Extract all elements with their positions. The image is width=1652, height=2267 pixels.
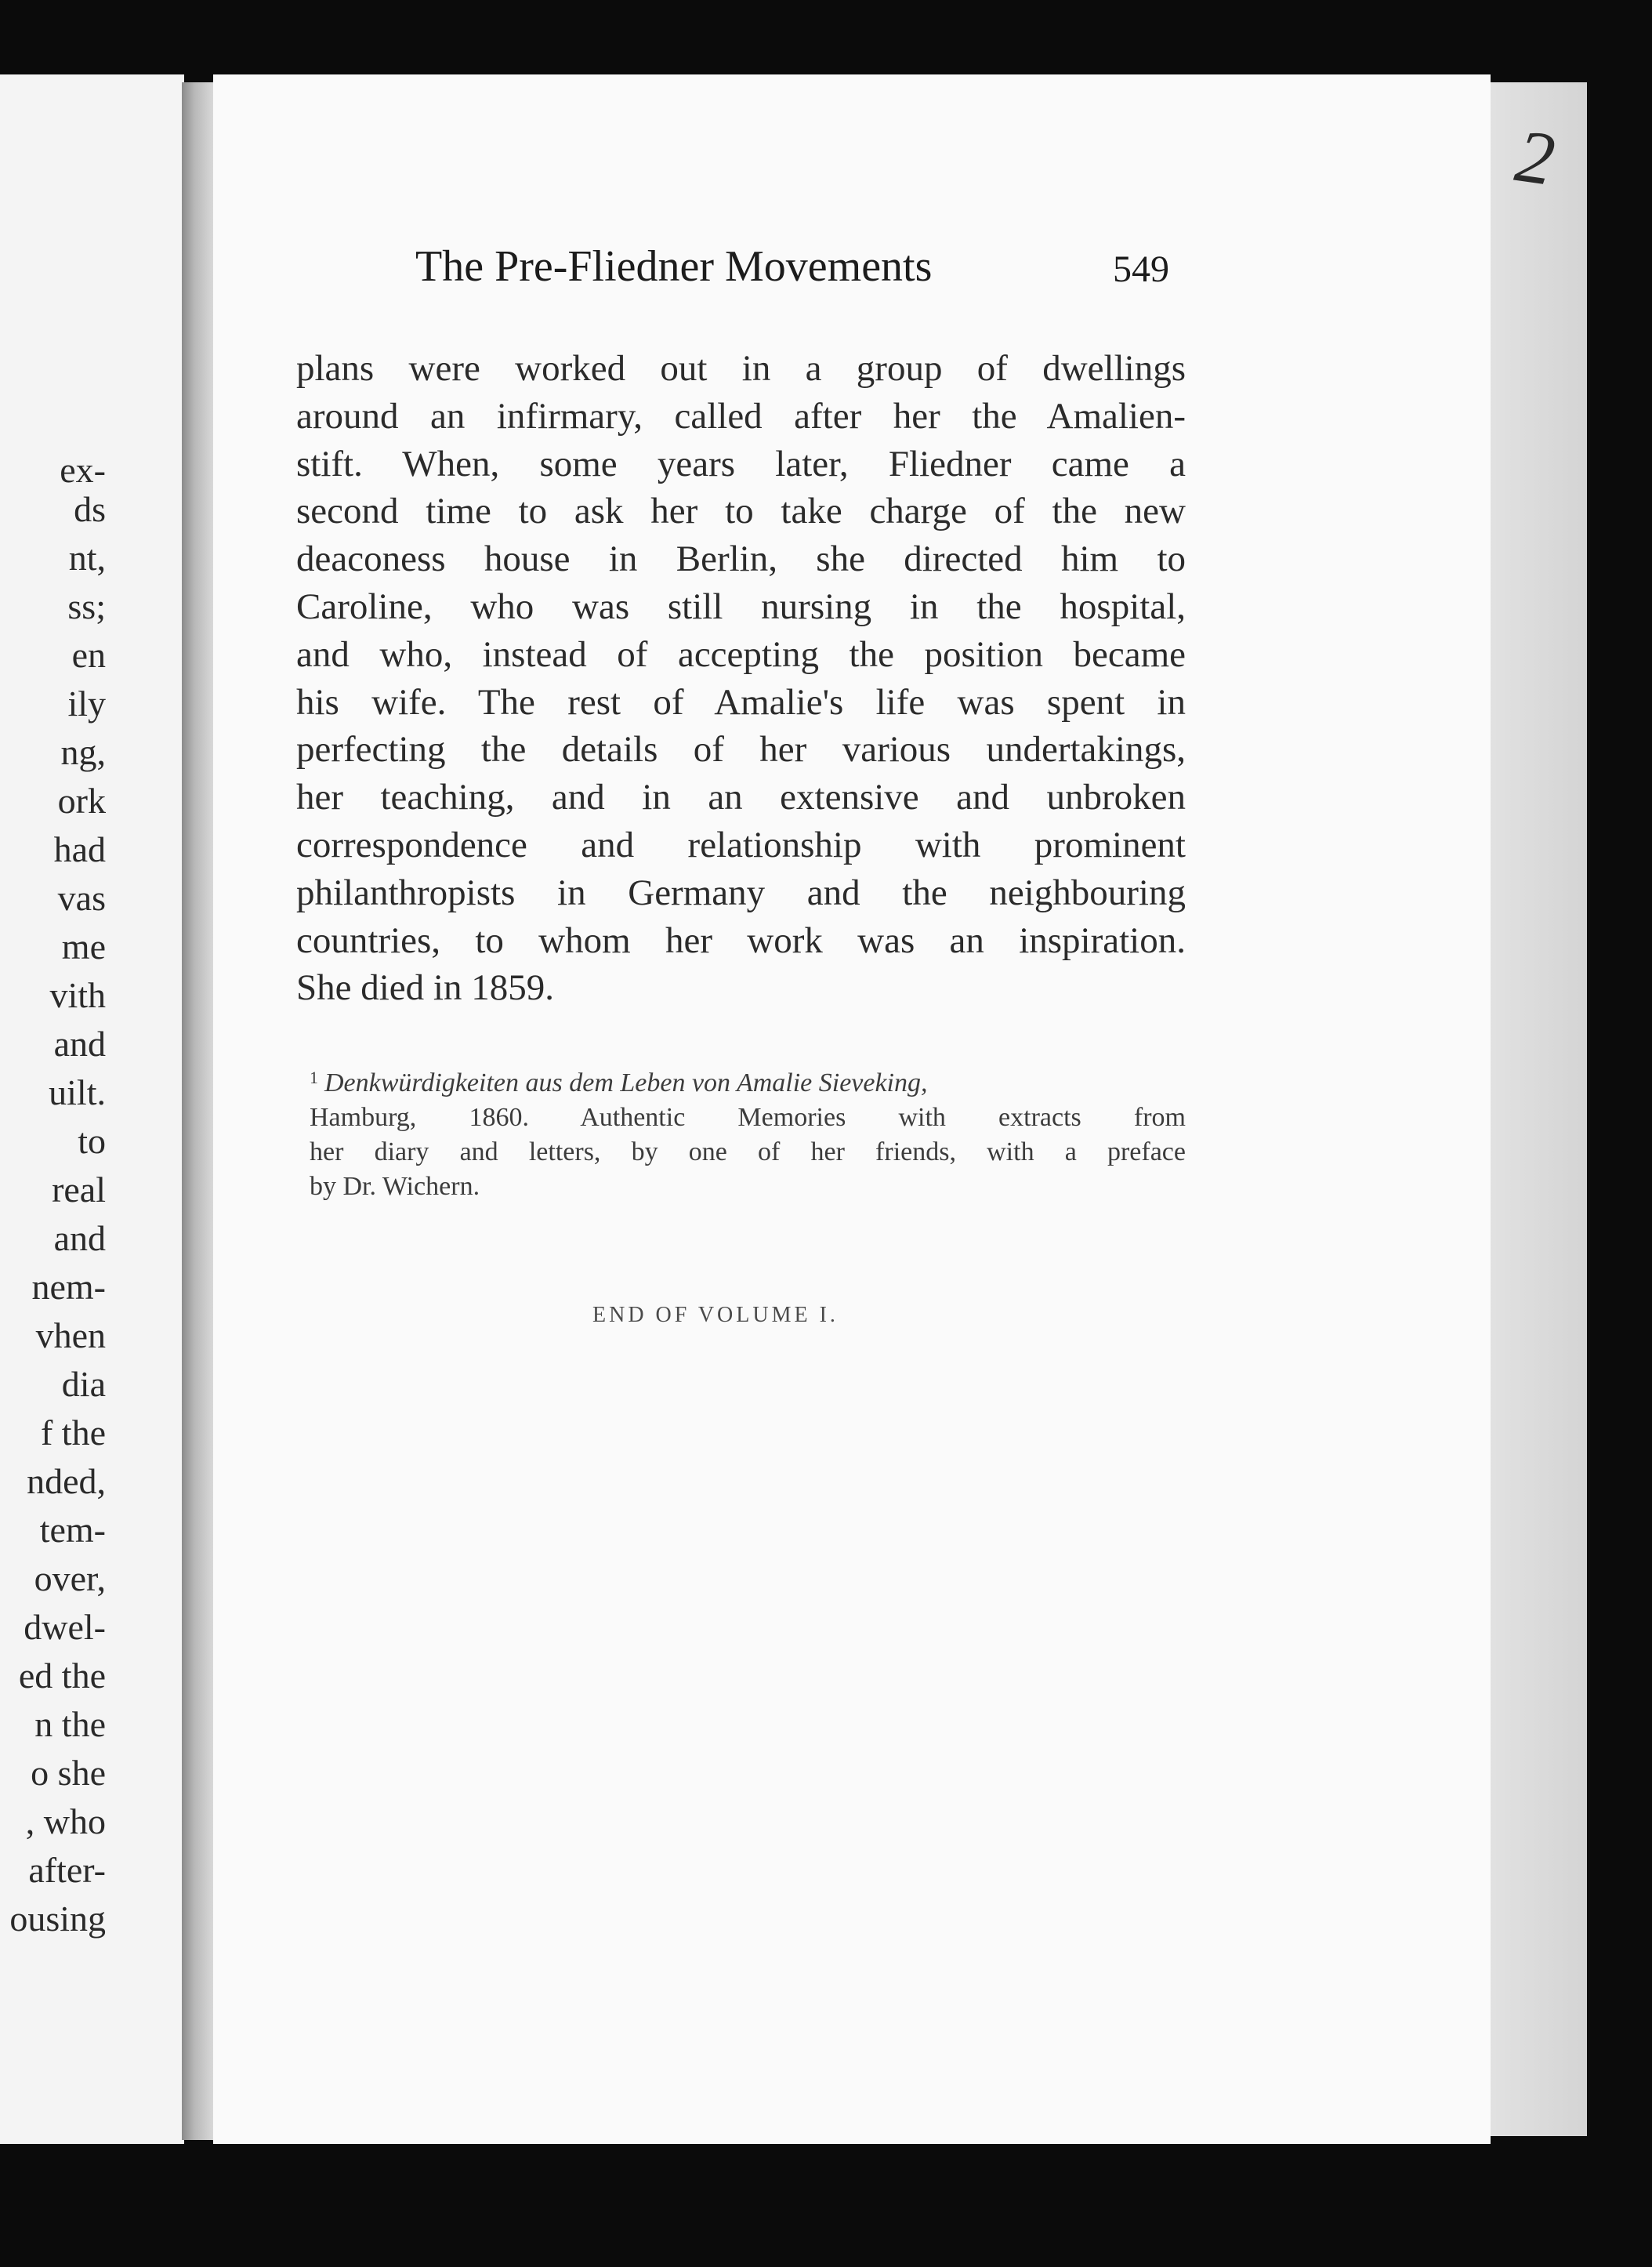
left-page-line: after-: [28, 1850, 106, 1890]
left-page-line: to: [78, 1121, 106, 1161]
left-page-line: vas: [57, 878, 106, 918]
footnote-line: Hamburg, 1860. Authentic Memories with extracts from: [310, 1103, 1186, 1132]
left-page-line: ork: [57, 781, 106, 821]
left-page-line: ng,: [60, 732, 106, 772]
left-page-line: tem-: [39, 1510, 106, 1550]
body-line: his wife. The rest of Amalie's life was spent in: [296, 681, 1186, 723]
footnote-title: Denkwürdigkeiten aus dem Leben von Amalie Sieveking,: [324, 1068, 928, 1097]
body-line: plans were worked out in a group of dwellings: [296, 348, 1186, 389]
left-page-line: dwel-: [24, 1607, 106, 1647]
left-page-line: nded,: [27, 1461, 106, 1501]
left-page: [0, 74, 184, 2144]
body-line: stift. When, some years later, Fliedner came a: [296, 443, 1186, 484]
left-page-line: , who: [25, 1801, 106, 1841]
left-page-line: had: [53, 829, 106, 869]
left-page-line: uilt.: [49, 1072, 106, 1112]
left-page-line: vhen: [35, 1315, 106, 1355]
body-line: philanthropists in Germany and the neighbouring: [296, 872, 1186, 913]
body-line: correspondence and relationship with prominent: [296, 824, 1186, 865]
footnote-title-line: [310, 1061, 1186, 1101]
book-gutter: [182, 82, 213, 2140]
left-page-line: n the: [34, 1704, 106, 1744]
left-page-line: f the: [40, 1413, 106, 1453]
left-page-line: vith: [49, 975, 106, 1015]
body-line: countries, to whom her work was an inspiration.: [296, 919, 1186, 961]
footnote-marker: 1: [310, 1068, 318, 1087]
body-paragraph: [296, 345, 1186, 1012]
footnote-line: by Dr. Wichern.: [310, 1172, 480, 1201]
left-page-line: ss;: [67, 586, 106, 626]
left-page-line: and: [53, 1024, 106, 1064]
body-line: around an infirmary, called after her the Amalien-: [296, 395, 1186, 437]
end-of-volume-note: END OF VOLUME I.: [592, 1303, 839, 1327]
margin-pencil-mark: 2: [1510, 113, 1560, 201]
body-line: her teaching, and in an extensive and unbroken: [296, 777, 1186, 818]
body-line: perfecting the details of her various undertakings,: [296, 729, 1186, 771]
running-head: The Pre-Fliedner Movements: [415, 242, 933, 291]
left-page-line: en: [71, 635, 106, 675]
left-page-line: ex-: [60, 450, 106, 490]
body-line: deaconess house in Berlin, she directed him to: [296, 539, 1186, 580]
left-page-line: ousing: [9, 1899, 106, 1939]
page-number: 549: [1113, 248, 1169, 290]
left-page-line: ed the: [18, 1656, 106, 1696]
left-page-line: o she: [31, 1753, 106, 1793]
body-line: She died in 1859.: [296, 967, 554, 1009]
body-line: second time to ask her to take charge of the new: [296, 491, 1186, 532]
left-page-line: ily: [67, 684, 106, 724]
left-page-line: ds: [74, 489, 106, 529]
left-page-line: me: [61, 927, 106, 967]
left-page-line: dia: [61, 1364, 106, 1404]
body-line: Caroline, who was still nursing in the hospital,: [296, 586, 1186, 627]
left-page-line: and: [53, 1218, 106, 1258]
footnote: [310, 1061, 1186, 1204]
left-page-line: nt,: [68, 538, 106, 578]
left-page-line: over,: [34, 1558, 106, 1598]
left-page-line: real: [52, 1170, 106, 1210]
left-page-line: nem-: [31, 1267, 106, 1307]
footnote-line: her diary and letters, by one of her friends, with a preface: [310, 1137, 1186, 1166]
body-line: and who, instead of accepting the position became: [296, 633, 1186, 675]
